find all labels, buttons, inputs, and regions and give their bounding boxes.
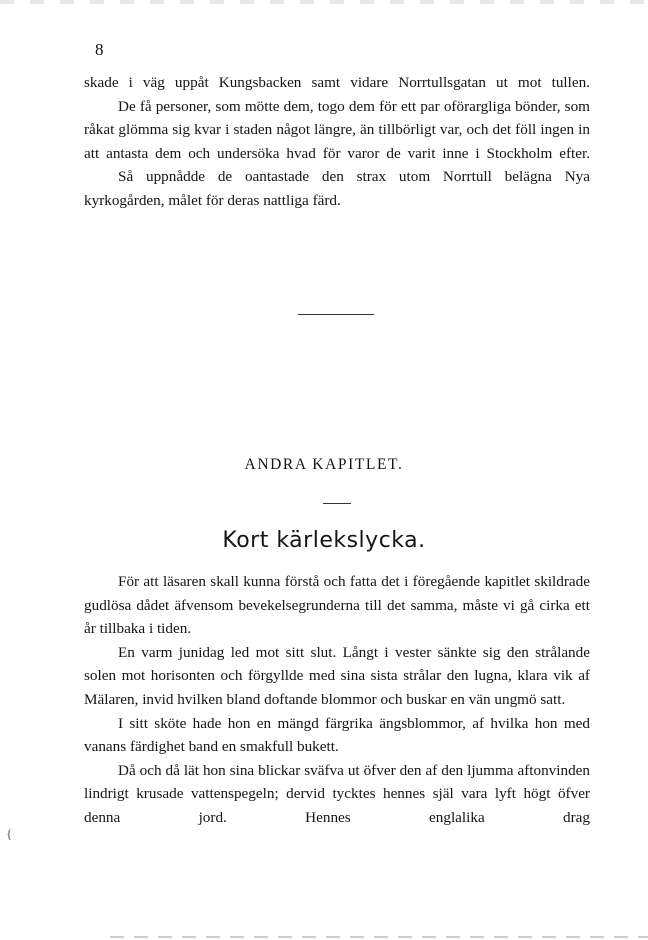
text-section-continuation [84,71,590,213]
paragraph: Då och då lät hon sina blickar sväfva ut öfver den af den ljumma aftonvinden lindrigt krusade vattenspegeln; dervid tycktes hennes själ vara lyft högt öfver denna jord. Hennes englalika drag [84,761,590,826]
paragraph: En varm junidag led mot sitt slut. Långt i vester sänkte sig den strålande solen mot horisonten och förgyllde med sina sista strålar den lugna, klara vik af Mälaren, invid hvilken bland doftande blommor och buskar en vän ungmö satt. [84,643,590,708]
paragraph: I sitt sköte hade hon en mängd färgrika ängsblommor, af hvilka hon med vanans färdighet band en smakfull bukett. [84,714,590,756]
paragraph: Så uppnådde de oantastade den strax utom Norrtull belägna Nya kyrkogården, målet för deras nattliga färd. [84,168,590,209]
scan-edge-bottom [110,936,648,938]
scan-edge-top [0,0,648,4]
paragraph: De få personer, som mötte dem, togo dem för ett par oförargliga bönder, som råkat glömma sig kvar i staden något längre, än tillbörligt var, och det föll ingen in att antasta dem och undersöka hvad för varor de varit inne i Stockholm efter. [84,97,590,162]
margin-mark: { [6,826,13,841]
chapter-divider [323,503,351,504]
page-number: 8 [95,40,104,59]
paragraph: För att läsaren skall kunna förstå och fatta det i föregående kapitlet skildrade gudlösa dådet äfvensom bevekelsegrunderna till det samma, måste vi gå cirka ett år tillbaka i tiden. [84,573,590,638]
chapter-title: Kort kärlekslycka. [222,528,426,553]
text-section-chapter [84,570,590,830]
chapter-label: ANDRA KAPITLET. [244,456,404,473]
paragraph: skade i väg uppåt Kungsbacken samt vidare Norrtullsgatan ut mot tullen. [84,74,590,91]
section-divider [298,314,374,315]
